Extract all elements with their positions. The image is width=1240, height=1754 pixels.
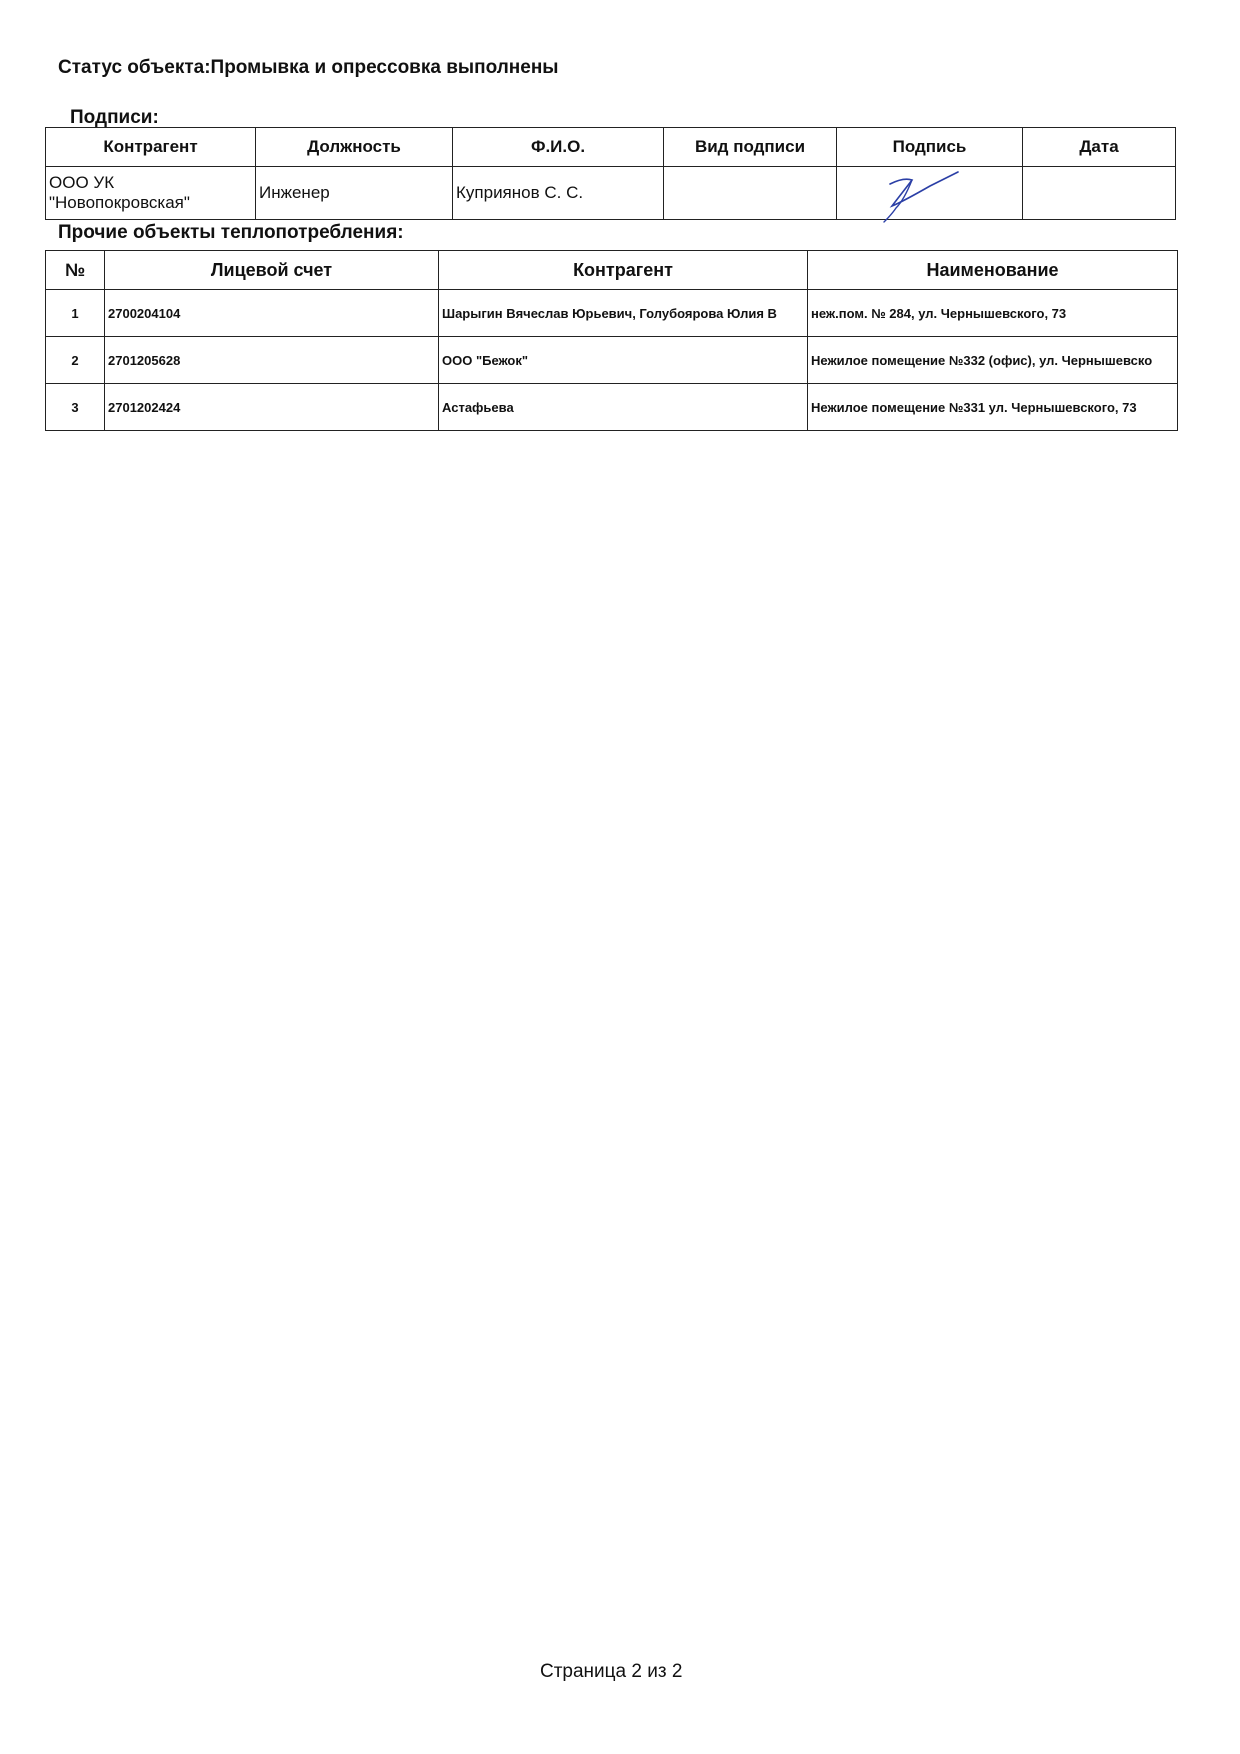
- status-label: Статус объекта:: [58, 57, 211, 78]
- cell-number: 2: [46, 337, 105, 384]
- table-header-row: [46, 128, 1176, 167]
- header-name: Наименование: [808, 251, 1178, 290]
- header-account: Лицевой счет: [105, 251, 439, 290]
- signatures-table: [45, 127, 1176, 220]
- cell-number: 1: [46, 290, 105, 337]
- header-signature-type: Вид подписи: [664, 128, 837, 167]
- cell-name: неж.пом. № 284, ул. Чернышевского, 73: [808, 290, 1178, 337]
- cell-date: [1023, 167, 1176, 220]
- table-row: [46, 337, 1178, 384]
- header-position: Должность: [256, 128, 453, 167]
- counterparty-line2: "Новопокровская": [49, 193, 190, 212]
- counterparty-line1: ООО УК: [49, 173, 115, 192]
- other-objects-title: Прочие объекты теплопотребления:: [58, 222, 404, 243]
- header-counterparty: Контрагент: [46, 128, 256, 167]
- cell-signature-type: [664, 167, 837, 220]
- header-counterparty: Контрагент: [439, 251, 808, 290]
- table-header-row: [46, 251, 1178, 290]
- cell-position: Инженер: [256, 167, 453, 220]
- cell-name: Нежилое помещение №332 (офис), ул. Чернышевско: [808, 337, 1178, 384]
- cell-counterparty: ООО "Бежок": [439, 337, 808, 384]
- header-number: №: [46, 251, 105, 290]
- cell-full-name: Куприянов С. С.: [453, 167, 664, 220]
- table-row: [46, 290, 1178, 337]
- header-full-name: Ф.И.О.: [453, 128, 664, 167]
- cell-counterparty: Астафьева: [439, 384, 808, 431]
- table-row: [46, 384, 1178, 431]
- cell-account: 2701205628: [105, 337, 439, 384]
- handwritten-signature-icon: [872, 168, 962, 224]
- cell-account: 2701202424: [105, 384, 439, 431]
- cell-counterparty: [46, 167, 256, 220]
- signatures-title: Подписи:: [70, 107, 159, 128]
- header-date: Дата: [1023, 128, 1176, 167]
- status-value: Промывка и опрессовка выполнены: [210, 57, 559, 78]
- header-signature: Подпись: [837, 128, 1023, 167]
- page-number: Страница 2 из 2: [540, 1661, 683, 1682]
- table-row: [46, 167, 1176, 220]
- object-status: [58, 57, 559, 79]
- other-objects-table: [45, 250, 1178, 431]
- cell-number: 3: [46, 384, 105, 431]
- cell-account: 2700204104: [105, 290, 439, 337]
- cell-counterparty: Шарыгин Вячеслав Юрьевич, Голубоярова Юлия В: [439, 290, 808, 337]
- cell-name: Нежилое помещение №331 ул. Чернышевского, 73: [808, 384, 1178, 431]
